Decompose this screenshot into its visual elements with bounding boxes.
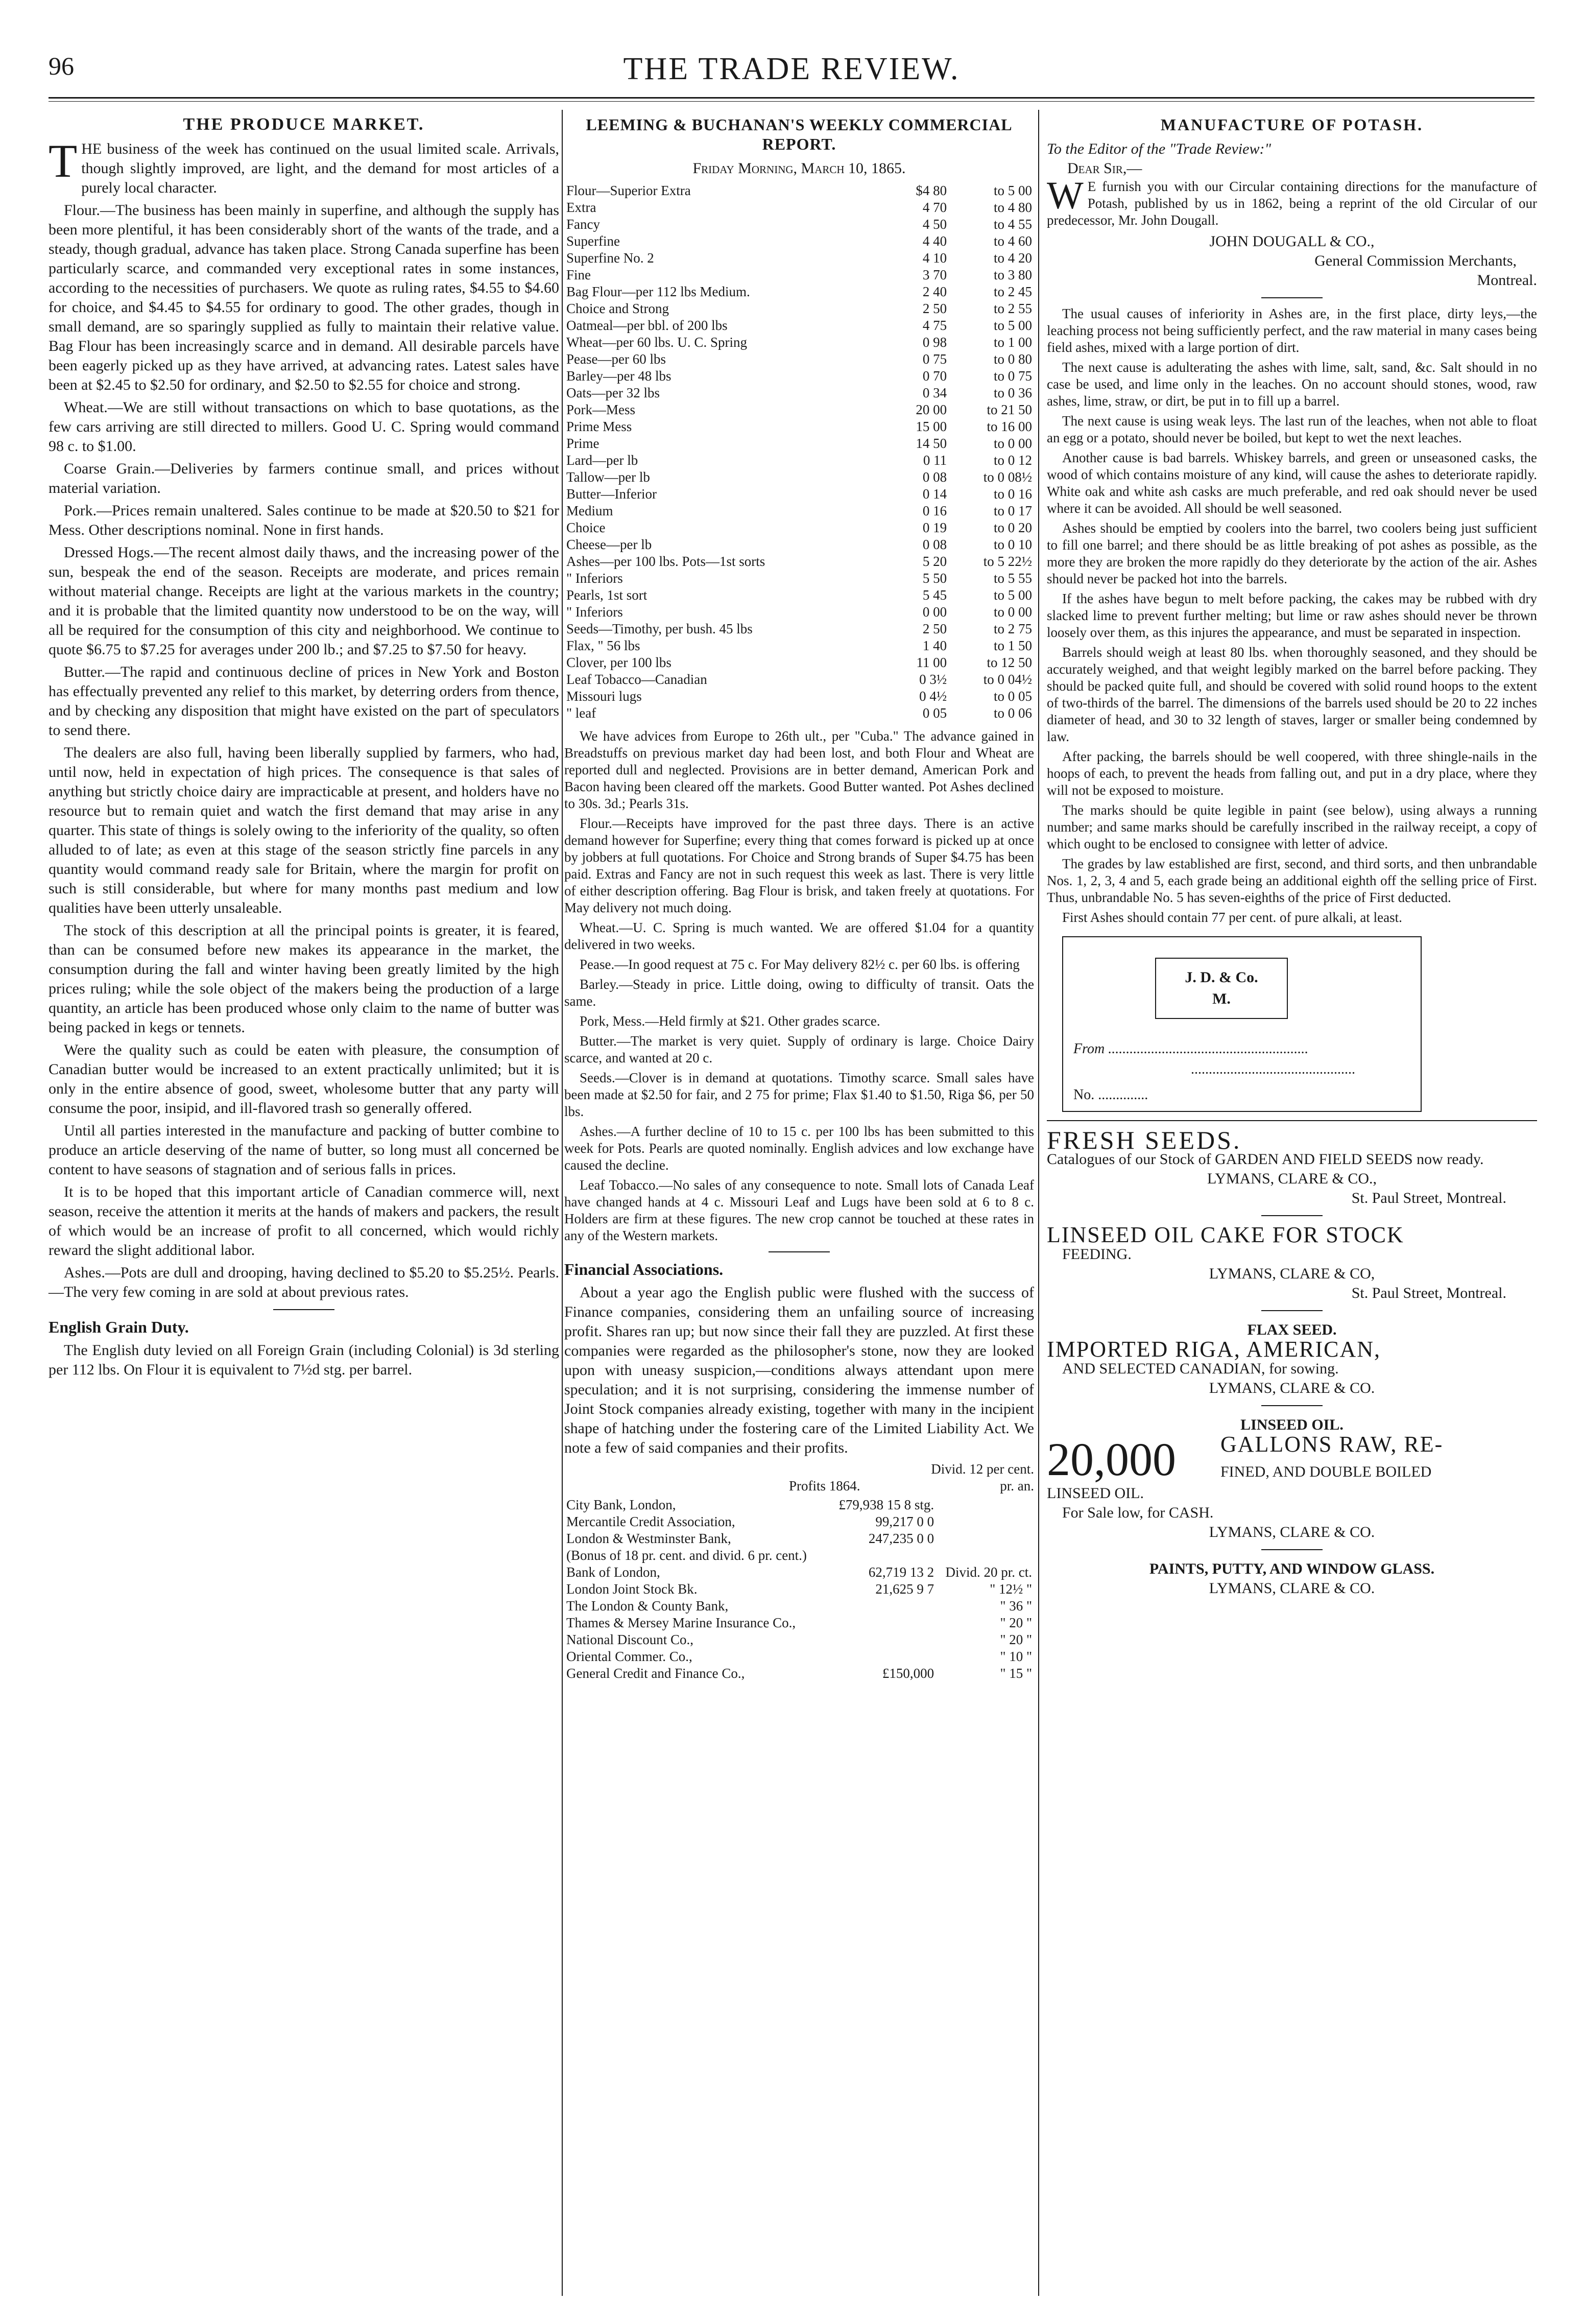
company-row: [564, 1665, 1034, 1682]
report-date: Friday Morning, March 10, 1865.: [692, 160, 906, 177]
row-value: 5 20: [922, 554, 947, 569]
separator: [273, 1309, 334, 1310]
row-label: Extra: [566, 200, 596, 215]
row-value: " 20 ": [1000, 1615, 1032, 1630]
separator: [1261, 297, 1323, 298]
row-label: City Bank, London,: [566, 1497, 676, 1512]
ad-firm: LYMANS, CLARE & CO.: [1209, 1380, 1375, 1396]
company-row: [564, 1513, 1034, 1530]
report-heading: LEEMING & BUCHANAN'S WEEKLY COMMERCIAL REPORT.: [586, 115, 1013, 153]
price-row: [564, 452, 1034, 469]
row-label: Pease—per 60 lbs: [566, 351, 666, 367]
mark-line: M.: [1212, 990, 1231, 1007]
ad-firm: LYMANS, CLARE & CO.: [1209, 1580, 1375, 1597]
price-row: [564, 199, 1034, 216]
row-value: to 0 75: [993, 368, 1032, 384]
company-row: [564, 1547, 1034, 1564]
row-value: to 5 00: [993, 183, 1032, 198]
paragraph-butter: Butter.—The market is very quiet. Supply of ordinary is large. Choice Dairy scarce, and wanted at 20 c.: [564, 1033, 1034, 1065]
price-row: [564, 401, 1034, 418]
paragraph-butter: Were the quality such as could be eaten with pleasure, the consumption of Canadian butter would be increased to an extent practically unlimited; but it is only in the entire absence of good, sweet, wholesome butter that any party will consume the poor, insipid, and ill-flavored trash so generally offered.: [49, 1041, 559, 1117]
signer-city: Montreal.: [1477, 272, 1537, 289]
row-value: 2 50: [922, 621, 947, 636]
row-label: Oriental Commer. Co.,: [566, 1649, 692, 1664]
row-value: 62,719 13 2: [868, 1564, 934, 1580]
potash-paragraph: First Ashes should contain 77 per cent. of pure alkali, at least.: [1062, 910, 1402, 925]
ad-headline: PAINTS, PUTTY, AND WINDOW GLASS.: [1149, 1560, 1435, 1577]
row-value: 2 40: [922, 284, 947, 299]
row-value: " 12½ ": [990, 1581, 1032, 1597]
row-value: 4 75: [922, 318, 947, 333]
price-row: [564, 587, 1034, 604]
letter-text: E furnish you with our Circular containing directions for the manufacture of Potash, published by us in 1862, being a reprint of the old Circular of our predecessor, Mr. John Dougall.: [1047, 179, 1537, 228]
paragraph-tobacco: Leaf Tobacco.—No sales of any consequence to note. Small lots of Canada Leaf have changed hands at 4 c. Missouri Leaf and Lugs have been sold at 6 to 8 c. Holders are firm at these figures. The new crop cannot be touched at these rates in any of the Western markets.: [564, 1177, 1034, 1243]
row-value: [829, 1631, 937, 1648]
row-value: [936, 1547, 1034, 1564]
row-label: Bank of London,: [566, 1564, 660, 1580]
row-label: Wheat—per 60 lbs. U. C. Spring: [566, 335, 747, 350]
row-value: 0 19: [922, 520, 947, 535]
ad-firm: LYMANS, CLARE & CO,: [1209, 1265, 1375, 1282]
column-divider: [1038, 110, 1039, 2296]
ad-address: St. Paul Street, Montreal.: [1351, 1190, 1506, 1206]
separator: [769, 1251, 830, 1252]
ad-linseed-oil: [1047, 1415, 1537, 1542]
paragraph-wheat: Wheat.—We are still without transactions on which to base quotations, as the few cars arriving are still directed to millers. Good U. C. Spring would command 98 c. to $1.00.: [49, 399, 559, 455]
ad-headline: FRESH SEEDS.: [1047, 1126, 1242, 1154]
row-label: Seeds—Timothy, per bush. 45 lbs: [566, 621, 753, 636]
company-row: [564, 1497, 1034, 1513]
mark-from: From ........................................................: [1073, 1041, 1309, 1057]
row-value: to 3 80: [993, 267, 1032, 282]
row-label: London & Westminster Bank,: [566, 1531, 731, 1546]
paragraph-butter: It is to be hoped that this important article of Canadian commerce will, next season, receive the attention it merits at the hands of makers and packers, the result of which would be an increase of profit to all concerned, which would richly reward the slight additional labor.: [49, 1183, 559, 1259]
price-row: [564, 300, 1034, 317]
signer-title: General Commission Merchants,: [1314, 252, 1517, 269]
row-value: to 0 04½: [983, 672, 1032, 687]
ad-firm: LYMANS, CLARE & CO.,: [1207, 1170, 1377, 1187]
to-editor: To the Editor of the "Trade Review:": [1047, 140, 1272, 157]
row-value: " 36 ": [1000, 1598, 1032, 1614]
row-value: [936, 1530, 1034, 1547]
row-label: Pork—Mess: [566, 402, 636, 417]
row-value: to 12 50: [987, 655, 1032, 670]
letter-intro: [1047, 174, 1537, 229]
price-row: [564, 688, 1034, 705]
header-rule-thin: [49, 101, 1534, 102]
paragraph-ashes: Ashes.—A further decline of 10 to 15 c. per 100 lbs has been submitted to this week for Pots. Pearls are quoted nominally. English advices and low exchange have caused the decline.: [564, 1124, 1034, 1173]
row-value: Divid. 20 pr. ct.: [945, 1564, 1032, 1580]
row-label: (Bonus of 18 pr. cent. and divid. 6 pr. cent.): [566, 1548, 807, 1563]
article-heading: THE PRODUCE MARKET.: [183, 115, 425, 134]
potash-paragraph: If the ashes have begun to melt before packing, the cakes may be rubbed with dry slacked lime to prevent further melting; but lime or raw ashes should never be thrown loosely over them, as this injures the appearance, and must be separated in inspection.: [1047, 591, 1537, 640]
ad-linseed-cake: [1047, 1222, 1537, 1303]
row-label: Missouri lugs: [566, 689, 642, 704]
row-value: to 0 36: [993, 385, 1032, 400]
price-row: [564, 233, 1034, 250]
col-divid-label: Divid. 12 per cent. pr. an.: [931, 1461, 1034, 1493]
row-label: Mercantile Credit Association,: [566, 1514, 735, 1529]
potash-paragraph: The usual causes of inferiority in Ashes are, in the first place, dirty leys,—the leaching process not being sufficiently perfect, and the raw material in many cases being field ashes, mixed with a large portion of dirt.: [1047, 306, 1537, 355]
company-table: [564, 1497, 1034, 1682]
row-label: Barley—per 48 lbs: [566, 368, 671, 384]
company-row: [564, 1581, 1034, 1598]
paragraph-butter: Until all parties interested in the manufacture and packing of butter combine to produce an article deserving of the name of butter, so long must all concerned be content to have seasons of stagnation and of serious falls in prices.: [49, 1122, 559, 1178]
price-row: [564, 503, 1034, 519]
financial-heading: Financial Associations.: [564, 1260, 724, 1278]
row-value: 0 70: [922, 368, 947, 384]
header-rule: [49, 97, 1534, 99]
ad-headline: IMPORTED RIGA, AMERICAN,: [1047, 1337, 1381, 1362]
separator: [1261, 1405, 1323, 1406]
row-value: to 0 06: [993, 705, 1032, 721]
price-row: [564, 519, 1034, 536]
ad-flax-seed: [1047, 1320, 1537, 1398]
row-value: to 5 00: [993, 318, 1032, 333]
price-row: [564, 435, 1034, 452]
ad-headline: LINSEED OIL CAKE FOR STOCK: [1047, 1222, 1404, 1247]
column-potash: [1047, 115, 1537, 1598]
price-row: [564, 705, 1034, 722]
ad-paints: [1047, 1559, 1537, 1598]
ad-label: LINSEED OIL.: [1240, 1416, 1344, 1433]
price-row: [564, 621, 1034, 637]
price-row: [564, 671, 1034, 688]
row-label: " leaf: [566, 705, 596, 721]
row-value: 4 50: [922, 217, 947, 232]
ad-address: St. Paul Street, Montreal.: [1351, 1285, 1506, 1301]
paragraph-flour: Flour.—Receipts have improved for the past three days. There is an active demand however for Superfine; every thing that comes forward is picked up at once by jobbers at full quotations. For Choice and Strong brands of Super $4.75 has been paid. Extras and Fancy are not in such request this week as last. There is very little of either description offering. Bag Flour is brisk, and taken freely at quotations. For May delivery not much doing.: [564, 816, 1034, 915]
row-value: to 2 75: [993, 621, 1032, 636]
paragraph-pease: Pease.—In good request at 75 c. For May delivery 82½ c. per 60 lbs. is offering: [580, 957, 1020, 972]
company-row: [564, 1564, 1034, 1581]
separator: [1261, 1310, 1323, 1311]
article-intro: [49, 135, 559, 198]
signer: JOHN DOUGALL & CO.,: [1209, 233, 1375, 250]
row-value: 0 08: [922, 469, 947, 485]
paragraph-grain-duty: The English duty levied on all Foreign Grain (including Colonial) is 3d sterling per 112 lbs. On Flour it is equivalent to 7½d stg. per barrel.: [49, 1342, 559, 1378]
row-value: [936, 1497, 1034, 1513]
row-label: Prime Mess: [566, 419, 632, 434]
row-label: Choice and Strong: [566, 301, 669, 316]
row-value: 5 45: [922, 587, 947, 603]
price-row: [564, 267, 1034, 283]
ad-subline: FINED, AND DOUBLE BOILED: [1220, 1463, 1432, 1480]
row-value: 0 75: [922, 351, 947, 367]
row-value: " 20 ": [1000, 1632, 1032, 1647]
row-value: 0 34: [922, 385, 947, 400]
mark-dotline: ..............................................: [1191, 1061, 1355, 1077]
mark-line: J. D. & Co.: [1185, 969, 1258, 986]
row-value: to 1 00: [993, 335, 1032, 350]
row-label: Fancy: [566, 217, 600, 232]
row-value: [829, 1598, 937, 1615]
price-row: [564, 182, 1034, 199]
row-value: 0 3½: [919, 672, 947, 687]
paragraph-dressed-hogs: Dressed Hogs.—The recent almost daily thaws, and the increasing power of the sun, bespeak the end of the season. Receipts are moderate, and prices remain without material change. Receipts are light at the various markets in the country; and it is probable that the limited quantity now understood to be on the way, will all be required for the consumption of this city and neighborhood. We continue to quote $6.75 to $7.25 for averages under 200 lb.; and $7.25 to $7.50 for heavy.: [49, 544, 559, 658]
row-value: [829, 1547, 937, 1564]
row-label: Choice: [566, 520, 606, 535]
intro-text: HE business of the week has continued on the usual limited scale. Arrivals, though slightly improved, are light, and the demand for most articles of a purely local character.: [81, 140, 559, 196]
row-label: Oats—per 32 lbs: [566, 385, 660, 400]
row-label: Flour—Superior Extra: [566, 183, 691, 198]
row-value: to 2 55: [993, 301, 1032, 316]
row-value: to 0 00: [993, 436, 1032, 451]
row-label: London Joint Stock Bk.: [566, 1581, 698, 1597]
paragraph-butter: The stock of this description at all the principal points is greater, it is feared, than can be consumed before new makes its appearance in the market, the consumption during the fall and winter having been greatly limited by the high prices ruling; while the sole object of the makers being the production of a large quantity, an article has been produced whose only claim to the name of butter was being packed in kegs or tennets.: [49, 922, 559, 1036]
row-value: 0 16: [922, 503, 947, 518]
row-value: to 21 50: [987, 402, 1032, 417]
row-value: 5 50: [922, 571, 947, 586]
potash-paragraph: After packing, the barrels should be well coopered, with three shingle-nails in the hoops of each, to prevent the heads from falling out, and put in a dry place, where they will not be exposed to moisture.: [1047, 749, 1537, 798]
row-value: to 16 00: [987, 419, 1032, 434]
salutation: Dear Sir,—: [1067, 160, 1142, 177]
row-label: Lard—per lb: [566, 453, 638, 468]
price-row: [564, 536, 1034, 553]
row-label: Thames & Mersey Marine Insurance Co.,: [566, 1615, 796, 1630]
paragraph-ashes: Ashes.—Pots are dull and drooping, having declined to $5.20 to $5.25½. Pearls.—The very few coming in are sold at about previous rates.: [49, 1264, 559, 1300]
price-row: [564, 604, 1034, 621]
row-value: [829, 1615, 937, 1631]
price-row: [564, 385, 1034, 401]
price-row: [564, 469, 1034, 486]
price-row: [564, 283, 1034, 300]
row-value: to 0 16: [993, 486, 1032, 502]
row-label: " Inferiors: [566, 571, 623, 586]
row-value: to 5 55: [993, 571, 1032, 586]
row-value: to 0 17: [993, 503, 1032, 518]
row-value: [936, 1513, 1034, 1530]
row-value: £79,938 15 8 stg.: [838, 1497, 934, 1512]
row-value: to 5 22½: [983, 554, 1032, 569]
row-label: Flax, " 56 lbs: [566, 638, 640, 653]
potash-paragraph: The next cause is adulterating the ashes with lime, salt, sand, &c. Salt should in no case be used, and lime only in the leaches. On no account should stones, wood, raw ashes, lime, straw, or dirt, be put in to fill up a barrel.: [1047, 360, 1537, 409]
company-row: [564, 1631, 1034, 1648]
row-label: Clover, per 100 lbs: [566, 655, 671, 670]
paragraph-financial: About a year ago the English public were flushed with the success of Finance companies, considering them an unfailing source of increasing profit. Shares ran up; but now since their fall they are puzzled. At first these companies were regarded as the philosopher's stone, now they are looked upon with uneasy suspicion,—conditions always attendant upon mere speculation; and it is not surprising, considering the immense number of Joint Stock companies already existing, together with many in the incipient shape of hatching under the fostering care of the Limited Liability Act. We note a few of said companies and their profits.: [564, 1284, 1034, 1456]
row-value: $4 80: [916, 183, 947, 198]
ad-sale: For Sale low, for CASH.: [1062, 1504, 1214, 1521]
row-value: 0 00: [922, 604, 947, 620]
paragraph-wheat: Wheat.—U. C. Spring is much wanted. We are offered $1.04 for a quantity delivered in two weeks.: [564, 920, 1034, 952]
potash-paragraph: Another cause is bad barrels. Whiskey barrels, and green or unseasoned casks, the wood of which contains moisture of any kind, will cause the ashes to deteriorate rapidly. White oak and white ash casks are much preferable, and red oak should never be used where it can be avoided. All should be well seasoned.: [1047, 450, 1537, 516]
price-row: [564, 351, 1034, 368]
ad-text: Catalogues of our Stock of GARDEN AND FIELD SEEDS now ready.: [1047, 1151, 1484, 1168]
ad-subline: AND SELECTED CANADIAN, for sowing.: [1062, 1360, 1339, 1377]
row-value: 0 14: [922, 486, 947, 502]
drop-cap: W: [1047, 174, 1084, 217]
row-value: 11 00: [916, 655, 947, 670]
row-value: 3 70: [922, 267, 947, 282]
ad-number: 20,000: [1047, 1433, 1176, 1485]
price-row: [564, 317, 1034, 334]
paragraph-barley: Barley.—Steady in price. Little doing, owing to difficulty of transit. Oats the same.: [564, 977, 1034, 1009]
price-row: [564, 216, 1034, 233]
row-value: 2 50: [922, 301, 947, 316]
row-value: to 4 20: [993, 250, 1032, 266]
page-title: THE TRADE REVIEW.: [623, 52, 960, 86]
price-row: [564, 654, 1034, 671]
row-value: 21,625 9 7: [875, 1581, 934, 1597]
row-value: 4 70: [922, 200, 947, 215]
row-value: £150,000: [882, 1666, 934, 1681]
row-label: General Credit and Finance Co.,: [566, 1666, 745, 1681]
paragraph-pork: Pork, Mess.—Held firmly at $21. Other grades scarce.: [580, 1013, 880, 1029]
row-value: 0 4½: [919, 689, 947, 704]
row-label: Medium: [566, 503, 613, 518]
row-value: 0 05: [922, 705, 947, 721]
price-row: [564, 553, 1034, 570]
potash-paragraph: Ashes should be emptied by coolers into the barrel, two coolers being just sufficient to fill one barrel; and there should be as little breaking of pot ashes as possible, as the more they are broken the more rapidly do they deteriorate by the action of the air. Ashes should never be packed hot into the barrels.: [1047, 520, 1537, 586]
price-row: [564, 570, 1034, 587]
row-value: to 0 00: [993, 604, 1032, 620]
potash-paragraph: The marks should be quite legible in paint (see below), using always a running number; and same marks should be carefully inscribed in the railway receipt, a copy of which ought to be enclosed to consignee with letter of advice.: [1047, 802, 1537, 851]
price-row: [564, 250, 1034, 267]
row-value: 0 11: [923, 453, 947, 468]
row-value: to 5 00: [993, 587, 1032, 603]
row-value: 15 00: [916, 419, 947, 434]
paragraph-butter: Butter.—The rapid and continuous decline of prices in New York and Boston has effectually prevented any relief to this market, by deterring orders from thence, and by checking any disposition that might have existed on the part of speculators to send there.: [49, 663, 559, 739]
grain-duty-heading: English Grain Duty.: [49, 1318, 189, 1336]
row-label: Ashes—per 100 lbs. Pots—1st sorts: [566, 554, 765, 569]
mark-box: [1155, 958, 1288, 1019]
row-label: Superfine: [566, 233, 620, 249]
row-value: [829, 1648, 937, 1665]
column-commercial-report: [564, 115, 1034, 1682]
separator: [1261, 1215, 1323, 1216]
row-label: Pearls, 1st sort: [566, 587, 647, 603]
potash-heading: MANUFACTURE OF POTASH.: [1160, 115, 1424, 134]
row-label: National Discount Co.,: [566, 1632, 693, 1647]
row-value: to 0 05: [993, 689, 1032, 704]
row-value: 0 98: [922, 335, 947, 350]
row-value: to 0 20: [993, 520, 1032, 535]
row-label: Leaf Tobacco—Canadian: [566, 672, 707, 687]
ad-label: FLAX SEED.: [1247, 1321, 1337, 1338]
column-produce-market: [49, 115, 559, 1383]
column-divider: [562, 110, 563, 2296]
potash-paragraph: The next cause is using weak leys. The last run of the leaches, when not able to float an egg or a potato, should never be boiled, but kept to wet the next leaches.: [1047, 413, 1537, 445]
paragraph-advices: We have advices from Europe to 26th ult., per "Cuba." The advance gained in Breadstuffs on previous market day had been lost, and both Flour and Wheat are reported dull and neglected. Provisions are in better demand, American Pork and Bacon having been cleared off the markets. Good Butter wanted. Pot Ashes declined to 30s. 3d.; Pearls 31s.: [564, 728, 1034, 811]
potash-paragraph: The grades by law established are first, second, and third sorts, and then unbrandable Nos. 1, 2, 3, 4 and 5, each grade being an additional eighth off the selling price of First. Thus, unbrandable No. 5 has seven-eighths of the price of First deducted.: [1047, 856, 1537, 905]
ad-subline: LINSEED OIL.: [1047, 1485, 1144, 1502]
potash-paragraph: Barrels should weigh at least 80 lbs. when thoroughly seasoned, and they should be accurately weighed, and that weight legibly marked on the barrel before packing. They should be packed quite full, and should be covered with solid round hoops to the extent of two-thirds of the barrel. The dimensions of the barrels used should be 20 to 22 inches diameter of head, and 30 to 32 length of staves, larger or smaller being condemned by law.: [1047, 645, 1537, 744]
row-value: 1 40: [922, 638, 947, 653]
row-label: The London & County Bank,: [566, 1598, 729, 1614]
row-value: to 0 12: [993, 453, 1032, 468]
price-row: [564, 486, 1034, 503]
paragraph-coarse-grain: Coarse Grain.—Deliveries by farmers continue small, and prices without material variation.: [49, 460, 559, 496]
ad-subline: FEEDING.: [1062, 1246, 1132, 1263]
row-label: Prime: [566, 436, 599, 451]
row-value: to 4 80: [993, 200, 1032, 215]
price-row: [564, 334, 1034, 351]
row-label: Cheese—per lb: [566, 537, 652, 552]
price-table: [564, 182, 1034, 722]
row-label: Bag Flour—per 112 lbs Medium.: [566, 284, 750, 299]
barrel-mark-sample: [1062, 936, 1422, 1112]
row-value: 14 50: [916, 436, 947, 451]
ad-headline: GALLONS RAW, RE-: [1220, 1432, 1444, 1457]
paragraph-pork: Pork.—Prices remain unaltered. Sales continue to be made at $20.50 to $21 for Mess. Other descriptions nominal. None in first hands.: [49, 502, 559, 538]
ad-firm: LYMANS, CLARE & CO.: [1209, 1524, 1375, 1540]
row-value: 20 00: [916, 402, 947, 417]
row-value: 247,235 0 0: [868, 1531, 934, 1546]
paragraph-flour: Flour.—The business has been mainly in superfine, and although the supply has been more plentiful, it has been considerably short of the wants of the trade, and a steady, though gradual, advance has taken place. Strong Canada superfine has been particularly scarce, and commanded very exceptional rates in some instances, according to the necessities of purchasers. We quote as ruling rates, $4.55 to $4.60 for choice, and $4.45 to $4.55 for ordinary to good. The other grades, though in small demand, are so sparingly supplied as fully to maintain their relative value. Bag Flour has been increasingly scarce and in demand. All desirable parcels have been eagerly picked up as they have arrived, at advancing rates. Latest sales have been at $2.45 to $2.50 for ordinary, and $2.50 to $2.55 for choice and strong.: [49, 202, 559, 393]
separator: [1261, 1549, 1323, 1550]
col-profits-label: Profits 1864.: [789, 1478, 860, 1493]
row-value: 4 10: [922, 250, 947, 266]
paragraph-butter: The dealers are also full, having been liberally supplied by farmers, who had, until now, held in expectation of high prices. The consequence is that sales of anything but strictly choice dairy are impracticable at present, and holders have no resource but to remain quiet and watch the first demand that may arise in any quarter. This state of things is solely owing to the inferiority of the quality, so often alluded to of late; as even at this stage of the season strictly fine parcels in any quantity would command ready sale for Britain, where the margin for profit on such is still considerable, but where for many months past medium and low qualities have been utterly unsaleable.: [49, 744, 559, 916]
row-value: to 2 45: [993, 284, 1032, 299]
page-header: [49, 51, 1534, 89]
price-row: [564, 637, 1034, 654]
row-value: " 10 ": [1000, 1649, 1032, 1664]
row-value: to 0 10: [993, 537, 1032, 552]
divider: [1047, 1120, 1537, 1121]
price-row: [564, 368, 1034, 385]
row-value: 0 08: [922, 537, 947, 552]
row-label: " Inferiors: [566, 604, 623, 620]
price-row: [564, 418, 1034, 435]
row-value: " 15 ": [1000, 1666, 1032, 1681]
row-value: to 4 60: [993, 233, 1032, 249]
row-label: Butter—Inferior: [566, 486, 657, 502]
company-row: [564, 1615, 1034, 1631]
ad-fresh-seeds: [1047, 1126, 1537, 1208]
company-row: [564, 1598, 1034, 1615]
row-label: Fine: [566, 267, 591, 282]
row-value: to 1 50: [993, 638, 1032, 653]
row-value: to 0 08½: [983, 469, 1032, 485]
row-value: 4 40: [922, 233, 947, 249]
company-row: [564, 1530, 1034, 1547]
row-value: to 0 80: [993, 351, 1032, 367]
drop-cap: T: [49, 135, 78, 187]
mark-no: No. ..............: [1073, 1087, 1148, 1103]
row-label: Superfine No. 2: [566, 250, 654, 266]
row-label: Tallow—per lb: [566, 469, 650, 485]
row-label: Oatmeal—per bbl. of 200 lbs: [566, 318, 728, 333]
page-number: 96: [49, 52, 74, 80]
paragraph-seeds: Seeds.—Clover is in demand at quotations. Timothy scarce. Small sales have been made at $2.50 for fair, and 2 75 for prime; Flax $1.40 to $1.50, Riga $6, per 50 lbs.: [564, 1070, 1034, 1119]
row-value: 99,217 0 0: [875, 1514, 934, 1529]
company-row: [564, 1648, 1034, 1665]
row-value: to 4 55: [993, 217, 1032, 232]
